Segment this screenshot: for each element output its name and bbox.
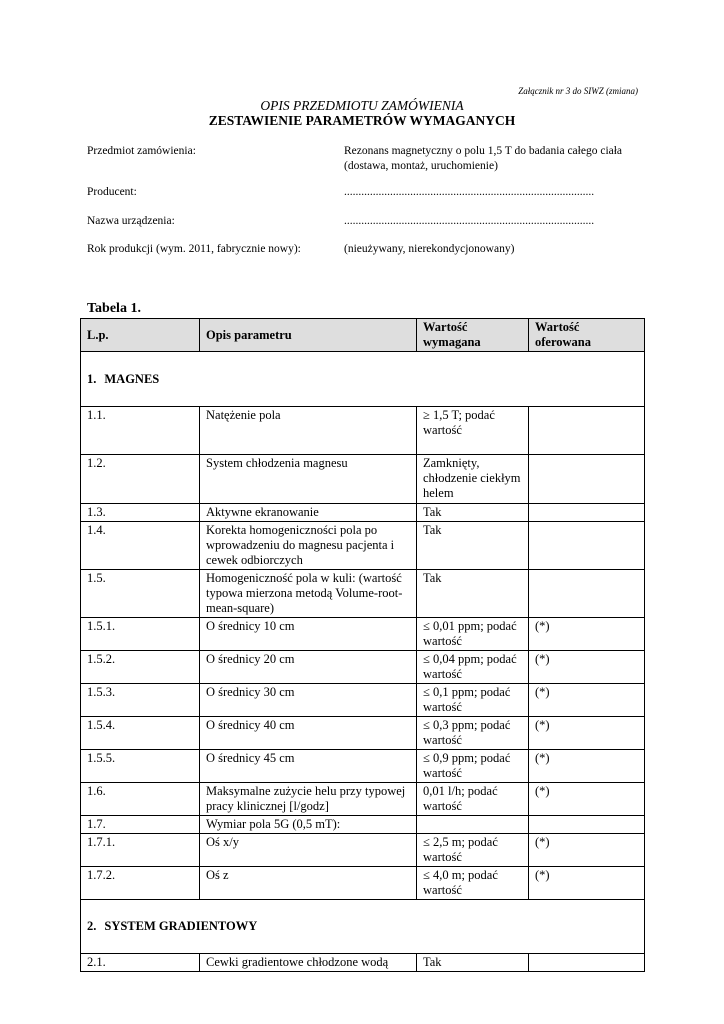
row-number: 1.7.2. (81, 867, 200, 900)
row-offered-value: (*) (529, 651, 645, 684)
section-number: 2. (87, 919, 97, 933)
table-row (81, 783, 645, 816)
row-number: 1.4. (81, 522, 200, 570)
row-number: 1.3. (81, 504, 200, 522)
subject-label: Przedmiot zamówienia: (87, 145, 196, 157)
header-description: Opis parametru (200, 319, 417, 352)
table-row (81, 954, 645, 972)
row-offered-value (529, 407, 645, 455)
row-offered-value: (*) (529, 684, 645, 717)
row-description: O średnicy 30 cm (200, 684, 417, 717)
row-required-value: Tak (417, 570, 529, 618)
table-row (81, 504, 645, 522)
header-lp: L.p. (81, 319, 200, 352)
subject-value: Rezonans magnetyczny o polu 1,5 T do badania całego ciała (dostawa, montaż, uruchomienie) (344, 145, 623, 172)
row-number: 1.6. (81, 783, 200, 816)
row-required-value: Tak (417, 954, 529, 972)
row-required-value: Zamknięty, chłodzenie ciekłym helem (417, 455, 529, 504)
row-number: 2.1. (81, 954, 200, 972)
row-description: Wymiar pola 5G (0,5 mT): (200, 816, 417, 834)
annex-note: Załącznik nr 3 do SIWZ (zmiana) (518, 86, 638, 96)
table-row (81, 651, 645, 684)
producer-value: ....................................................................................... (344, 186, 595, 198)
row-offered-value (529, 570, 645, 618)
row-offered-value: (*) (529, 783, 645, 816)
row-required-value: ≤ 2,5 m; podać wartość (417, 834, 529, 867)
table-row (81, 867, 645, 900)
row-number: 1.5.1. (81, 618, 200, 651)
row-offered-value (529, 504, 645, 522)
row-number: 1.2. (81, 455, 200, 504)
row-required-value: ≤ 0,01 ppm; podać wartość (417, 618, 529, 651)
row-description: Natężenie pola (200, 407, 417, 455)
row-number: 1.5.2. (81, 651, 200, 684)
row-offered-value (529, 455, 645, 504)
document-subtitle: ZESTAWIENIE PARAMETRÓW WYMAGANYCH (208, 113, 516, 128)
section-heading (81, 352, 645, 407)
row-description: System chłodzenia magnesu (200, 455, 417, 504)
row-description: O średnicy 45 cm (200, 750, 417, 783)
row-offered-value: (*) (529, 717, 645, 750)
section-heading (81, 900, 645, 954)
row-required-value: ≥ 1,5 T; podać wartość (417, 407, 529, 455)
year-label: Rok produkcji (wym. 2011, fabrycznie nowy): (87, 243, 301, 255)
table-label: Tabela 1. (87, 301, 141, 316)
table-row (81, 834, 645, 867)
parameters-table (80, 318, 645, 972)
row-number: 1.5.5. (81, 750, 200, 783)
row-offered-value: (*) (529, 834, 645, 867)
producer-label: Producent: (87, 186, 137, 198)
table-row (81, 717, 645, 750)
row-required-value: ≤ 0,3 ppm; podać wartość (417, 717, 529, 750)
row-number: 1.1. (81, 407, 200, 455)
section-row-magnes (81, 352, 645, 407)
table-row (81, 684, 645, 717)
header-offered: Wartość oferowana (529, 319, 645, 352)
row-number: 1.7.1. (81, 834, 200, 867)
row-description: O średnicy 40 cm (200, 717, 417, 750)
table-row (81, 455, 645, 504)
row-required-value (417, 816, 529, 834)
section-name: SYSTEM GRADIENTOWY (104, 919, 258, 933)
row-required-value: ≤ 0,9 ppm; podać wartość (417, 750, 529, 783)
row-offered-value: (*) (529, 750, 645, 783)
row-number: 1.5.4. (81, 717, 200, 750)
device-value: ....................................................................................... (344, 215, 595, 227)
row-description: Homogeniczność pola w kuli: (wartość typowa mierzona metodą Volume-root-mean-square) (200, 570, 417, 618)
row-offered-value (529, 954, 645, 972)
table-row (81, 750, 645, 783)
header-required: Wartość wymagana (417, 319, 529, 352)
row-required-value: Tak (417, 504, 529, 522)
row-description: Maksymalne zużycie helu przy typowej pracy klinicznej [l/godz] (200, 783, 417, 816)
section-name: MAGNES (104, 371, 160, 386)
row-description: Oś z (200, 867, 417, 900)
row-required-value: ≤ 0,04 ppm; podać wartość (417, 651, 529, 684)
row-description: Aktywne ekranowanie (200, 504, 417, 522)
section-row-gradient (81, 900, 645, 954)
row-required-value: ≤ 0,1 ppm; podać wartość (417, 684, 529, 717)
row-number: 1.5. (81, 570, 200, 618)
row-offered-value (529, 522, 645, 570)
row-offered-value (529, 816, 645, 834)
row-number: 1.5.3. (81, 684, 200, 717)
table-row (81, 407, 645, 455)
row-offered-value: (*) (529, 867, 645, 900)
row-description: Oś x/y (200, 834, 417, 867)
row-description: Cewki gradientowe chłodzone wodą (200, 954, 417, 972)
row-required-value: 0,01 l/h; podać wartość (417, 783, 529, 816)
row-description: O średnicy 20 cm (200, 651, 417, 684)
document-title: OPIS PRZEDMIOTU ZAMÓWIENIA (260, 98, 464, 113)
row-required-value: Tak (417, 522, 529, 570)
year-value: (nieużywany, nierekondycjonowany) (344, 243, 515, 255)
row-required-value: ≤ 4,0 m; podać wartość (417, 867, 529, 900)
table-row (81, 522, 645, 570)
row-offered-value: (*) (529, 618, 645, 651)
row-description: O średnicy 10 cm (200, 618, 417, 651)
section-number: 1. (87, 371, 97, 386)
table-header-row (81, 319, 645, 352)
table-row (81, 816, 645, 834)
table-row (81, 570, 645, 618)
table-row (81, 618, 645, 651)
device-label: Nazwa urządzenia: (87, 215, 175, 227)
row-description: Korekta homogeniczności pola po wprowadzeniu do magnesu pacjenta i cewek odbiorczych (200, 522, 417, 570)
row-number: 1.7. (81, 816, 200, 834)
